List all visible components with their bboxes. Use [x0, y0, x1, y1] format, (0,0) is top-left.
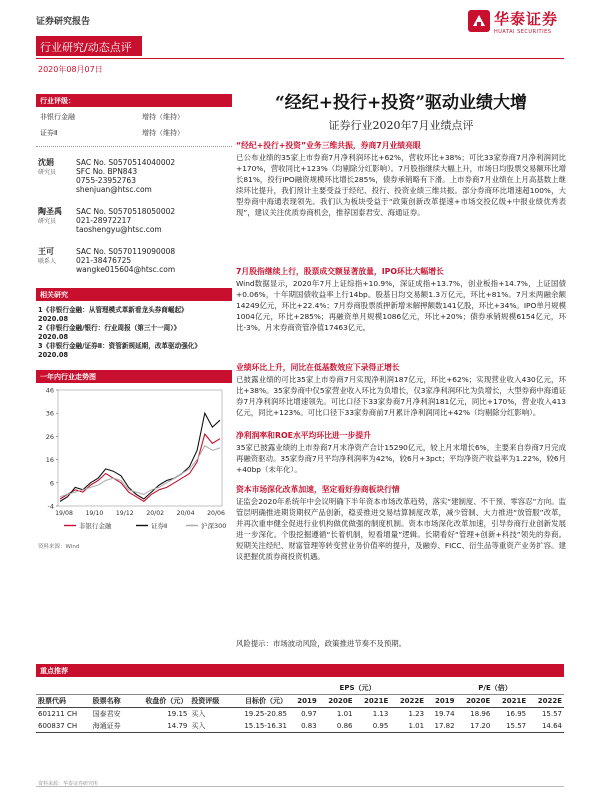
- cell: 0.86: [319, 720, 355, 733]
- related-item[interactable]: [38, 324, 232, 342]
- cell: 14.64: [528, 720, 564, 733]
- col-header: 股票名称: [91, 695, 132, 708]
- report-type: 证券研究报告: [36, 17, 91, 27]
- analyst-email[interactable]: wangke015604@htsc.com: [76, 265, 176, 274]
- y-tick-label: 26: [45, 432, 54, 441]
- section-body: 证监会2020年系统年中会议明确下半年资本市场改革趋势，落实“建制度、不干预、零容忍”方向。监管层明确推进期货期权产品创新，稳妥推进交易结算制度改革，减少管制、大力推进“放管服”改革，并再次重申健全促进行业机构做优做强的制度机制。资本市场深化改革加速，引导券商行业创新发展进一步深化。个股挖掘遵循“长着机制，短看增量”逻辑。长期看好“管理+创新+科技”领先的券商。短期关注经纪、财富管理等转变营业务价值率的提升，及融券、FICC、衍生品等重资产业务扩容。建议把握优质券商投资机遇。: [236, 497, 566, 561]
- x-tick-label: 20/04: [176, 510, 195, 517]
- analyst-email[interactable]: taoshengyu@htsc.com: [76, 225, 162, 234]
- category-banner: 行业研究/动态点评: [36, 36, 142, 56]
- pe-group-label: P/E（倍）: [426, 682, 564, 695]
- section-body: Wind数据显示，2020年7月上证综指+10.9%，深证成指+13.7%，创业板指+14.7%，上证国债+0.06%，十年期国债收益率上行14bp。股基日均交易额1.3万亿元，环比+81%。7月末两融余额14249亿元，环比+22.4%；7月券商股票质押新增未解押额数141亿股，环比+34%。IPO单月规模1004亿元，环比+285%；再融资单月规模1086亿元，环比+20%；债券承销规模6154亿元，环比-3%。月末券商资管净值17463亿元。: [236, 279, 566, 332]
- analyst-block: [38, 158, 232, 202]
- rating-value: 增持（维持）: [142, 129, 184, 137]
- related-header: 相关研究: [36, 288, 232, 301]
- chart-source: 资料来源：Wind: [38, 544, 80, 550]
- cell: 16.95: [506, 710, 527, 718]
- logo-subtext: HUATAI SECURITIES: [494, 29, 552, 35]
- cell: 1.01: [336, 710, 353, 718]
- series-line-2: [60, 413, 220, 501]
- cell: 1.01: [390, 720, 426, 733]
- y-tick-label: 6: [49, 479, 54, 488]
- rating-row: [40, 128, 230, 138]
- legend-label: 非银行金融: [79, 522, 112, 530]
- col-header: 目标价（元）: [230, 695, 289, 708]
- y-tick-label: 46: [45, 386, 54, 395]
- header-divider: [36, 58, 564, 59]
- legend-label: 沪深300: [201, 522, 227, 530]
- x-tick-label: 19/10: [85, 510, 104, 517]
- cell: 15.15-16.31: [230, 720, 289, 733]
- cell: 1.13: [372, 710, 389, 718]
- cell: 19.15: [167, 710, 188, 718]
- series-line-1: [60, 434, 220, 501]
- chart-header: 一年内行业走势图: [36, 370, 232, 383]
- logo-icon: [468, 10, 490, 32]
- analyst-email[interactable]: shenjuan@htsc.com: [76, 185, 152, 194]
- logo-text: 华泰证券: [494, 10, 559, 28]
- rating-name: 非银行金融: [40, 113, 75, 121]
- analyst-role: 联系人: [38, 258, 57, 265]
- legend-label: 证券Ⅱ: [151, 522, 168, 530]
- analyst-info: [76, 158, 175, 194]
- y-tick-label: -4: [47, 502, 54, 511]
- page-title: “经纪+投行+投资”驱动业绩大增: [274, 93, 528, 113]
- rating-row: [40, 112, 230, 122]
- analyst-info: [76, 207, 175, 234]
- col-header: 股票代码: [36, 695, 91, 708]
- x-tick-label: 20/06: [207, 510, 225, 517]
- table-header: 重点推荐: [36, 664, 564, 677]
- analyst-phone: 021-38476725: [76, 256, 132, 265]
- logo: [468, 8, 596, 42]
- recommendation-table: [36, 682, 564, 733]
- col-header: 2022E: [528, 695, 564, 708]
- rating-name: 证券Ⅱ: [40, 129, 58, 137]
- cell: 国泰君安: [92, 710, 121, 718]
- risk-warning: 风险提示：市场波动风险，政策推进节奏不及预期。: [236, 639, 406, 648]
- section-body: 已披露业绩的可比35家上市券商7月实现净利润187亿元，环比+62%；实现营业收入430亿元，环比+38%。35家券商中仅5家营业收入环比为负增长，仅3家净利润环比为负增长，大型券商中海通证券7月净利润环比增速领先。可比口径下33家券商7月净利润181亿元，同比+170%，营业收入413亿元，同比+123%。可比口径下33家券商前7月累计净利润同比+42%（均剔除分红影响）。: [236, 375, 566, 417]
- analyst-phone: 021-28972217: [76, 216, 132, 225]
- analyst-phone: 0755-23952763: [76, 176, 136, 185]
- report-date: 2020年08月07日: [38, 65, 103, 74]
- cell: 0.95: [354, 720, 390, 733]
- analyst-block: [38, 207, 232, 241]
- section-heading: 资本市场深化改革加速，坚定看好券商板块行情: [236, 485, 400, 494]
- cell: 17.82: [426, 720, 456, 733]
- cell: 18.96: [470, 710, 491, 718]
- related-item[interactable]: [38, 342, 232, 360]
- cell: 1.23: [408, 710, 425, 718]
- cell: 17.20: [457, 720, 493, 733]
- footer-source: 资料来源：华泰证券研究所: [38, 781, 99, 787]
- analyst-role: 研究员: [38, 218, 57, 225]
- cell: 0.83: [289, 720, 319, 733]
- col-header: 2020E: [319, 695, 355, 708]
- trend-chart: [36, 384, 232, 546]
- cell: 0.97: [301, 710, 317, 718]
- divider: [36, 146, 232, 147]
- trend-chart-svg: [36, 384, 232, 542]
- related-date: 2020.08: [38, 315, 69, 323]
- cell: 19.25-20.85: [244, 710, 287, 718]
- x-tick-label: 19/12: [115, 510, 134, 517]
- table-row: [36, 720, 564, 733]
- analyst-block: [38, 247, 232, 281]
- col-header: 2020E: [457, 695, 493, 708]
- section-body: 35家已披露业绩的上市券商7月末净资产合计15290亿元，较上月末增长6%，主要来自券商7月完成再融资驱动。35家券商7月平均净利润率为42%，较6月+3pct；平均净资产收益率为1.22%，较6月+40bp（未年化）。: [236, 443, 566, 474]
- analyst-name: 沈娟: [38, 158, 54, 167]
- rating-header: 行业评级：: [36, 94, 232, 107]
- related-date: 2020.08: [38, 351, 69, 359]
- analyst-name: 王可: [38, 247, 54, 256]
- section-heading: 业绩环比上升，同比在低基数效应下录得正增长: [236, 363, 400, 372]
- section-heading: “经纪+投行+投资”业务三维共振，券商7月业绩亮眼: [236, 141, 421, 150]
- analyst-sac: SAC No. S0570119090008: [76, 247, 176, 256]
- col-header: 收盘价（元）: [131, 695, 189, 708]
- cell: 600837 CH: [36, 720, 91, 733]
- analyst-sac: SAC No. S0570518050002: [76, 207, 176, 216]
- col-header: 2019: [426, 695, 456, 708]
- cell: 买入: [189, 720, 230, 733]
- cell: 海通证券: [91, 720, 132, 733]
- table-row: [36, 708, 564, 721]
- eps-group-label: EPS（元）: [289, 682, 426, 695]
- y-tick-label: 16: [45, 456, 54, 465]
- analyst-info: [76, 247, 175, 274]
- section-body: 已公布业绩的35家上市券商7月净利润环比+62%，营收环比+38%；可比33家券商7月净利润同比+170%，营收同比+123%（均剔除分红影响）。7月股指继续大幅上升，市场日均股票交易额环比增长81%，投行IPO融资规模环比增长285%，债券承销略有下滑。上市券商7月业绩在上月高基数上继续环比提升，我们预计主要受益于经纪、投行、投资业绩三维共振。部分券商环比增速超100%，大型券商中海通表现领先。我们认为板块受益于“政策创新改革提速+市场交投亿级+中报业绩优秀表现”，建议关注优质券商机会，推荐国泰君安、海通证券。: [236, 153, 566, 217]
- related-date: 2020.08: [38, 333, 69, 341]
- col-header: 2021E: [354, 695, 390, 708]
- section-heading: 7月股指继续上行，股票成交额显著放量，IPO环比大幅增长: [236, 267, 444, 276]
- related-title[interactable]: 3《非银行金融/证券Ⅱ：资管新规延期，改革驱动强化》: [38, 342, 201, 350]
- related-item[interactable]: [38, 306, 232, 324]
- col-header: 2022E: [390, 695, 426, 708]
- page-subtitle: 证券行业2020年7月业绩点评: [328, 119, 474, 132]
- section-heading: 净利润率和ROE水平均环比进一步提升: [236, 431, 371, 440]
- cell: 601211 CH: [38, 710, 78, 718]
- cell: 14.79: [131, 720, 189, 733]
- cell: 买入: [191, 710, 206, 718]
- related-title[interactable]: 1《非银行金融：从管理模式革新看龙头券商崛起》: [38, 306, 188, 314]
- analyst-role: 研究员: [38, 169, 57, 176]
- analyst-sac: SAC No. S0570514040002: [76, 158, 176, 167]
- x-tick-label: 19/08: [55, 510, 73, 517]
- x-tick-label: 20/02: [146, 510, 165, 517]
- y-tick-label: 36: [45, 409, 54, 418]
- cell: 15.57: [492, 720, 528, 733]
- analyst-name: 陶圣禹: [38, 207, 62, 216]
- cell: 19.74: [434, 710, 455, 718]
- rating-value: 增持（维持）: [142, 113, 184, 121]
- related-title[interactable]: 2《非银行金融/银行：行业周报（第三十一周）》: [38, 324, 181, 332]
- footer-divider: [36, 786, 564, 787]
- col-header: 2021E: [492, 695, 528, 708]
- col-header: 2019: [289, 695, 319, 708]
- cell: 15.57: [541, 710, 562, 718]
- col-header: 投资评级: [189, 695, 230, 708]
- analyst-sfc: SFC No. BPN843: [76, 167, 138, 176]
